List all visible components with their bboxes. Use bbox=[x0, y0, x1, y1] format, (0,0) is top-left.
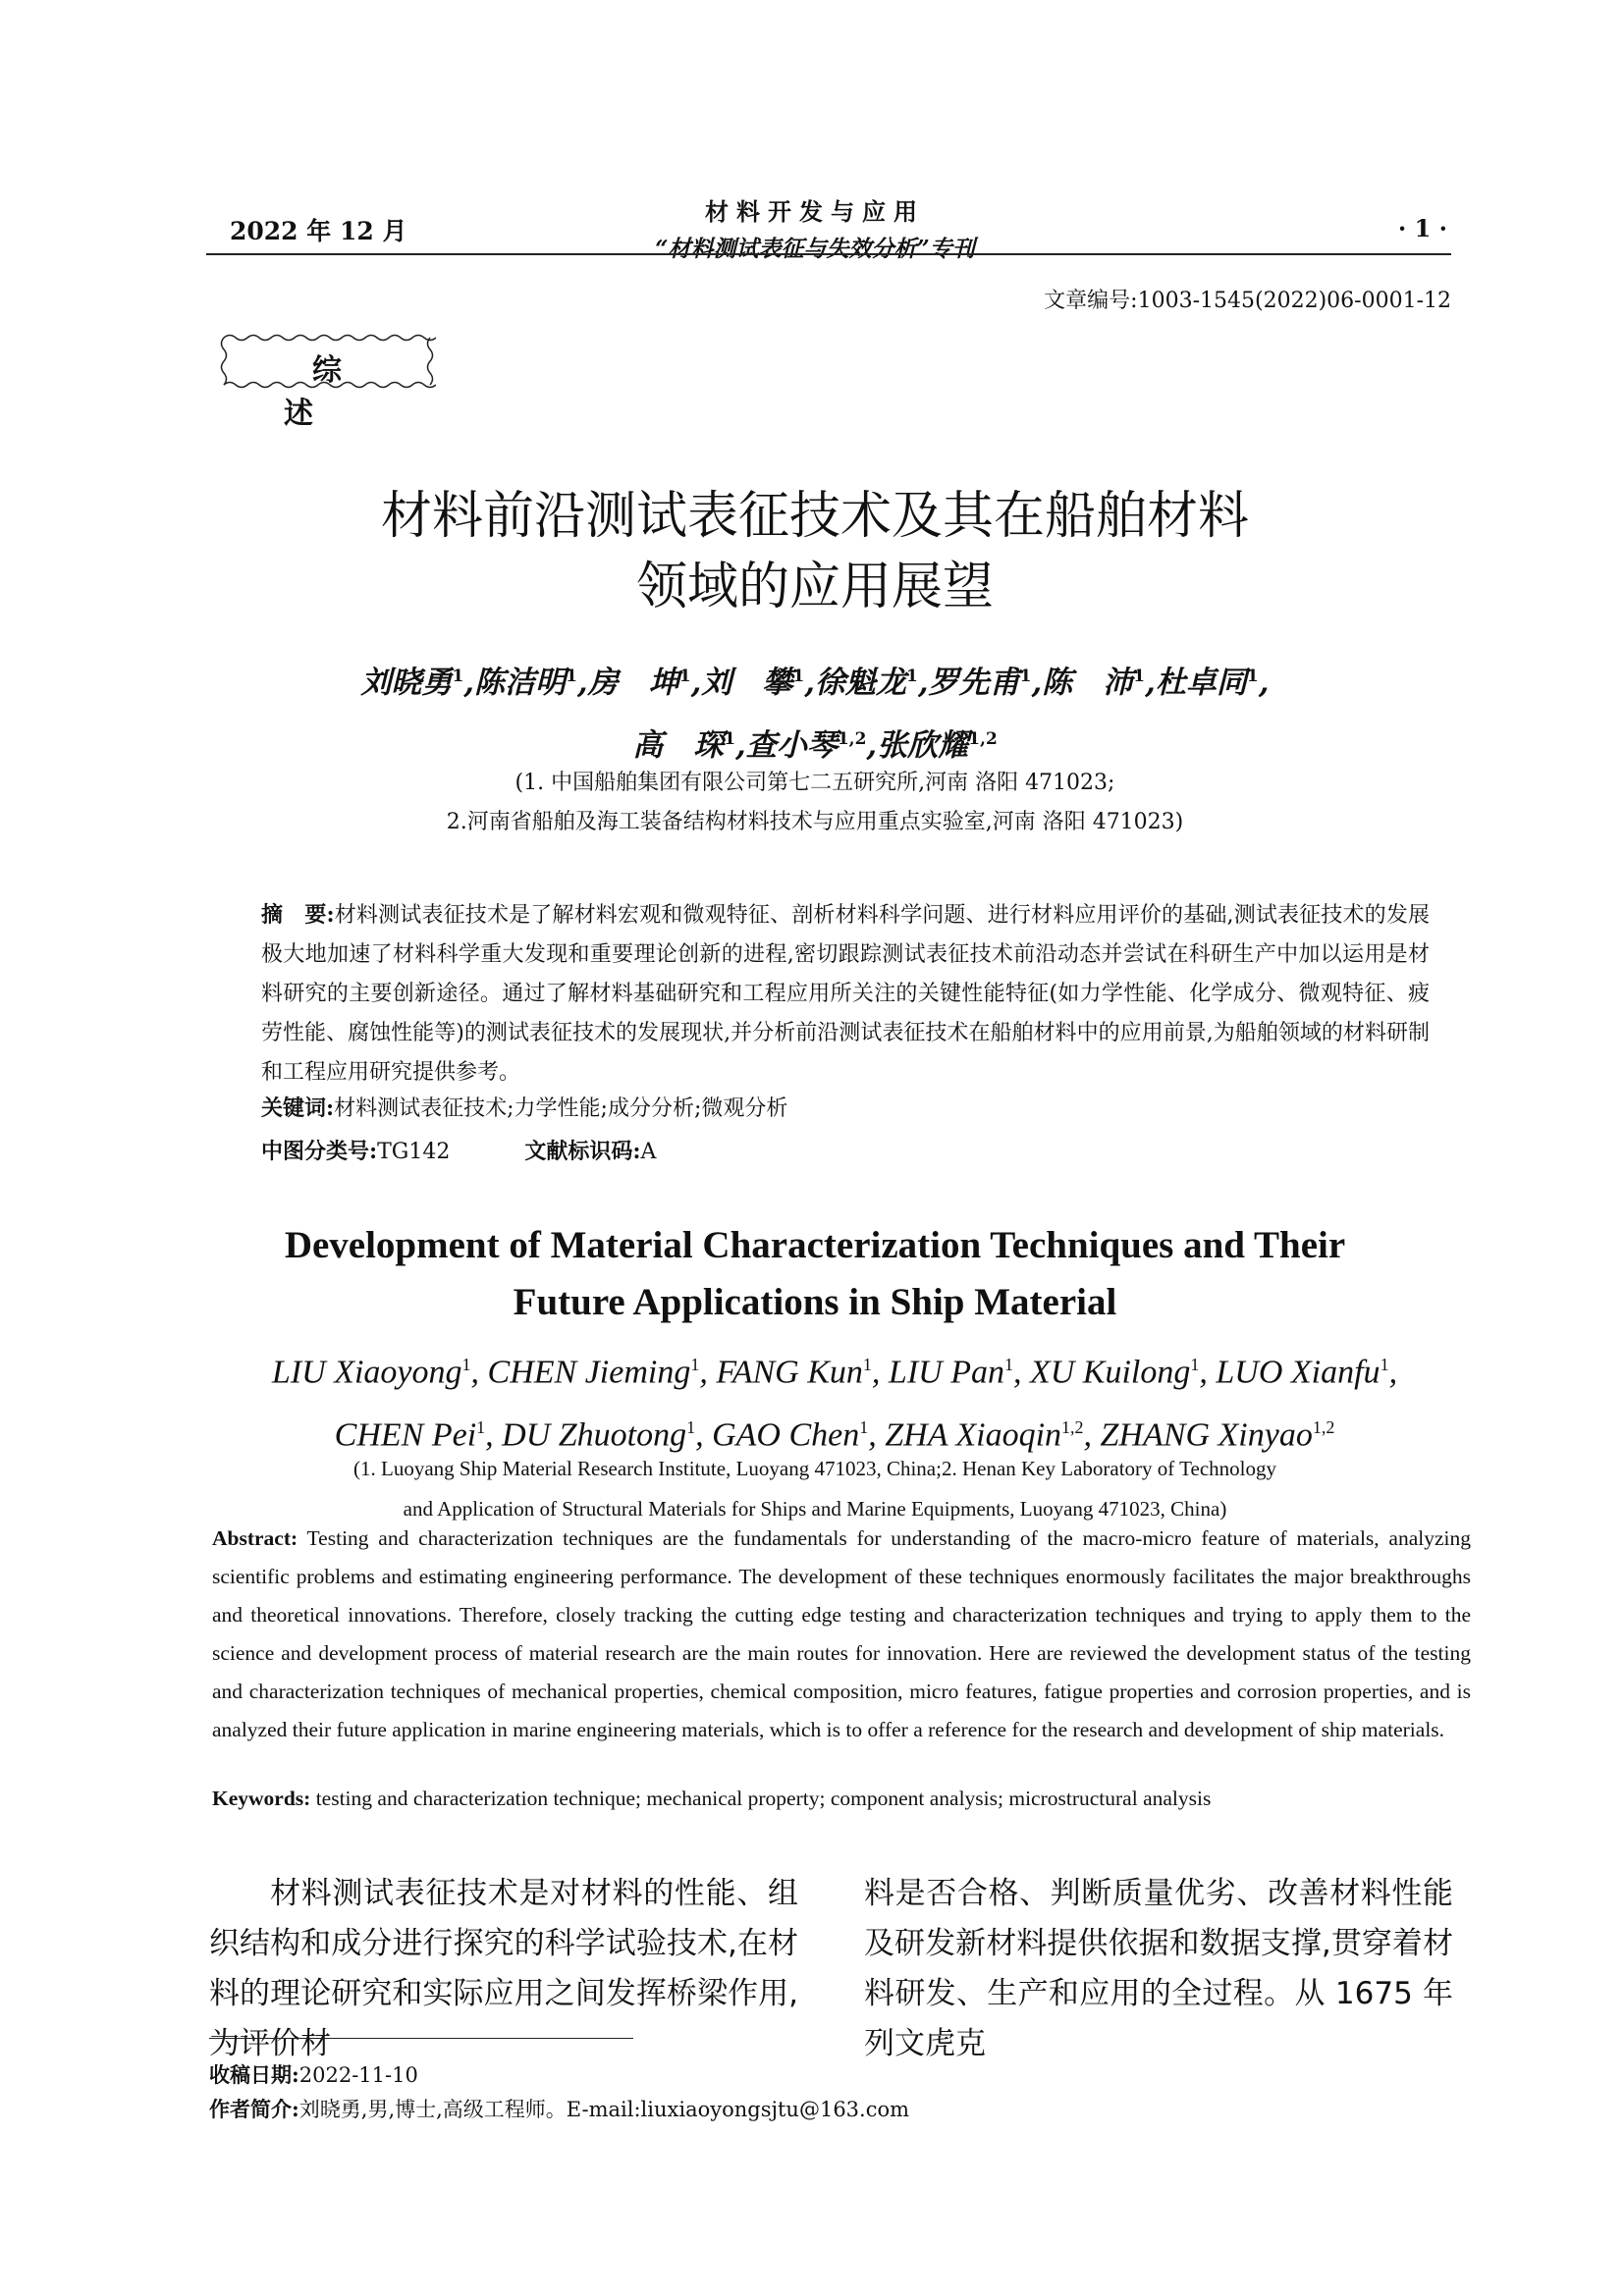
clc-label: 中图分类号: bbox=[261, 1139, 378, 1164]
author-name: 罗先甫 bbox=[928, 665, 1020, 701]
keywords-text: testing and characterization technique; mechanical property; component analysis; microstructural analysis bbox=[310, 1787, 1212, 1810]
author-affiliation-mark: 1 bbox=[1003, 1355, 1013, 1374]
author-name: CHEN Pei bbox=[334, 1416, 477, 1454]
abstract-label: Abstract: bbox=[212, 1526, 298, 1550]
footnote-rule bbox=[209, 2038, 633, 2039]
author-affiliation-mark: 1 bbox=[862, 1355, 872, 1374]
article-number: 文章编号:1003-1545(2022)06-0001-12 bbox=[1044, 289, 1451, 313]
chinese-authors-line: 刘晓勇$^1$,陈洁明$^1$,房 坤$^1$,刘 攀$^1$,徐魁龙$^1$,罗先甫$^1$,陈 沛$^1$,杜卓同$^1$, bbox=[360, 665, 1270, 701]
author-affiliation-mark: 1 bbox=[1133, 667, 1146, 686]
classification bbox=[261, 1135, 656, 1165]
author-name: GAO Chen bbox=[712, 1416, 860, 1454]
author-affiliation-mark: 1,2 bbox=[837, 729, 867, 750]
header-rule bbox=[206, 253, 1451, 255]
english-keywords bbox=[212, 1787, 1471, 1811]
author-name: 徐魁龙 bbox=[815, 665, 906, 701]
author-name: FANG Kun bbox=[716, 1354, 863, 1391]
doc-code-value: A bbox=[640, 1140, 657, 1164]
author-name: 查小琴 bbox=[745, 727, 838, 764]
english-authors-line: LIU Xiaoyong$^1$, CHEN Jieming$^1$, FANG Kun$^1$, LIU Pan$^1$, XU Kuilong$^1$, LUO Xianfu$^1$, bbox=[271, 1354, 1398, 1391]
affiliation-line: and Application of Structural Materials for Ships and Marine Equipments, Luoyang 471023, China) bbox=[403, 1497, 1227, 1521]
author-name: 刘 攀 bbox=[701, 665, 793, 701]
chinese-abstract bbox=[261, 895, 1430, 1093]
author-affiliation-mark: 1 bbox=[566, 667, 577, 686]
author-affiliation-mark: 1 bbox=[686, 1417, 696, 1438]
received-label: 收稿日期: bbox=[209, 2062, 299, 2087]
author-name: 陈洁明 bbox=[474, 665, 567, 701]
keywords-label: Keywords: bbox=[212, 1787, 311, 1810]
affiliation-line: (1. Luoyang Ship Material Research Institute, Luoyang 471023, China;2. Henan Key Laboratory of Technology bbox=[353, 1457, 1276, 1480]
author-affiliation-mark: 1,2 bbox=[1061, 1417, 1084, 1438]
author-name: 房 坤 bbox=[587, 665, 679, 701]
english-title bbox=[226, 1217, 1404, 1331]
author-bio-label: 作者简介: bbox=[209, 2097, 299, 2121]
chinese-keywords bbox=[261, 1092, 787, 1122]
section-tag-label: 综述 bbox=[284, 353, 399, 431]
author-name: ZHANG Xinyao bbox=[1100, 1416, 1313, 1454]
english-authors-line: CHEN Pei$^1$, DU Zhuotong$^1$, GAO Chen$^1$, ZHA Xiaoqin$^{1,2}$, ZHANG Xinyao$^{1,2}$ bbox=[334, 1416, 1335, 1454]
author-affiliation-mark: 1 bbox=[1019, 667, 1032, 686]
author-name: DU Zhuotong bbox=[502, 1416, 687, 1454]
author-affiliation-mark: 1 bbox=[859, 1417, 869, 1438]
received-date bbox=[209, 2059, 418, 2089]
doc-code-label: 文献标识码: bbox=[524, 1139, 641, 1164]
author-name: 陈 沛 bbox=[1042, 665, 1134, 701]
section-tag bbox=[218, 332, 436, 431]
english-authors bbox=[196, 1337, 1473, 1464]
author-affiliation-mark: 1 bbox=[461, 1355, 471, 1374]
author-affiliation-mark: 1 bbox=[678, 667, 691, 686]
english-abstract bbox=[212, 1520, 1471, 1749]
body-column-right: 料是否合格、判断质量优劣、改善材料性能及研发新材料提供依据和数据支撑,贯穿着材料研发、生产和应用的全过程。从 1675 年列文虎克 bbox=[864, 1876, 1453, 2061]
author-name: 张欣耀 bbox=[877, 727, 969, 764]
author-affiliation-mark: 1 bbox=[1190, 1355, 1200, 1374]
author-affiliation-mark: 1 bbox=[1246, 667, 1259, 686]
chinese-authors-line: 高 琛$^1$,查小琴$^{1,2}$,张欣耀$^{1,2}$ bbox=[632, 727, 998, 764]
journal-name: 材料开发与应用 bbox=[705, 197, 925, 226]
keywords-text: 材料测试表征技术;力学性能;成分分析;微观分析 bbox=[334, 1096, 788, 1121]
author-name: LIU Pan bbox=[888, 1354, 1004, 1391]
author-affiliation-mark: 1 bbox=[690, 1355, 700, 1374]
chinese-authors bbox=[216, 648, 1414, 774]
author-name: 高 琛 bbox=[632, 727, 725, 764]
author-affiliation-mark: 1 bbox=[724, 729, 736, 750]
author-name: CHEN Jieming bbox=[487, 1354, 691, 1391]
keywords-label: 关键词: bbox=[261, 1095, 335, 1121]
author-affiliation-mark: 1,2 bbox=[1312, 1417, 1335, 1438]
author-name: XU Kuilong bbox=[1029, 1354, 1191, 1391]
english-title-line: Future Applications in Ship Material bbox=[513, 1281, 1117, 1323]
author-bio-text: 刘晓勇,男,博士,高级工程师。E-mail:liuxiaoyongsjtu@163.com bbox=[298, 2098, 910, 2121]
body-column-left: 材料测试表征技术是对材料的性能、组织结构和成分进行探究的科学试验技术,在材料的理论研究和实际应用之间发挥桥梁作用,为评价材 bbox=[209, 1876, 798, 2061]
abstract-text: 材料测试表征技术是了解材料宏观和微观特征、剖析材料科学问题、进行材料应用评价的基础,测试表征技术的发展极大地加速了材料科学重大发现和重要理论创新的进程,密切跟踪测试表征技术前沿动态并尝试在科研生产中加以运用是材料研究的主要创新途径。通过了解材料基础研究和工程应用所关注的关键性能特征(如力学性能、化学成分、微观特征、疲劳性能、腐蚀性能等)的测试表征技术的发展现状,并分析前沿测试表征技术在船舶材料中的应用前景,为船舶领域的材料研制和工程应用研究提供参考。 bbox=[261, 903, 1431, 1085]
clc-value: TG142 bbox=[377, 1140, 451, 1164]
abstract-label: 摘 要: bbox=[261, 902, 335, 928]
affiliation-line: 2.河南省船舶及海工装备结构材料技术与应用重点实验室,河南 洛阳 471023) bbox=[446, 810, 1184, 834]
author-name: LIU Xiaoyong bbox=[271, 1354, 462, 1391]
author-name: LUO Xianfu bbox=[1216, 1354, 1380, 1391]
page-number: · 1 · bbox=[1397, 214, 1447, 242]
chinese-title-line: 材料前沿测试表征技术及其在船舶材料 bbox=[380, 487, 1249, 546]
author-affiliation-mark: 1,2 bbox=[968, 729, 998, 750]
author-affiliation-mark: 1 bbox=[792, 667, 805, 686]
author-affiliation-mark: 1 bbox=[452, 667, 464, 686]
english-title-line: Development of Material Characterization Techniques and Their bbox=[284, 1224, 1346, 1266]
affiliation-line: (1. 中国船舶集团有限公司第七二五研究所,河南 洛阳 471023; bbox=[514, 771, 1115, 795]
chinese-title-line: 领域的应用展望 bbox=[635, 558, 994, 616]
author-name: ZHA Xiaoqin bbox=[885, 1416, 1062, 1454]
issue-date: 2022 年 12 月 bbox=[230, 217, 407, 245]
received-value: 2022-11-10 bbox=[298, 2063, 418, 2087]
author-name: 刘晓勇 bbox=[360, 665, 453, 701]
author-name: 杜卓同 bbox=[1155, 665, 1247, 701]
chinese-title bbox=[226, 481, 1404, 622]
author-affiliation-mark: 1 bbox=[1380, 1355, 1389, 1374]
english-affiliations bbox=[226, 1449, 1404, 1529]
author-bio bbox=[209, 2094, 909, 2123]
abstract-text: Testing and characterization techniques are the fundamentals for understanding of the macro-micro feature of materials, analyzing scientific problems and estimating engineering performance. The development of these techniques enormously facilitates the major breakthroughs and theoretical innovations. Therefore, closely tracking the cutting edge testing and characterization techniques and trying to apply them to the science and development process of material research are the main routes for innovation. Here are reviewed the development status of the testing and characterization techniques of mechanical properties, chemical composition, micro features, fatigue properties and corrosion properties, and is analyzed their future application in marine engineering materials, which is to offer a reference for the research and development of ship materials. bbox=[212, 1526, 1471, 1741]
special-issue: “材料测试表征与失效分析”专刊 bbox=[655, 236, 975, 262]
chinese-affiliations bbox=[226, 764, 1404, 842]
author-affiliation-mark: 1 bbox=[906, 667, 918, 686]
author-affiliation-mark: 1 bbox=[476, 1417, 486, 1438]
